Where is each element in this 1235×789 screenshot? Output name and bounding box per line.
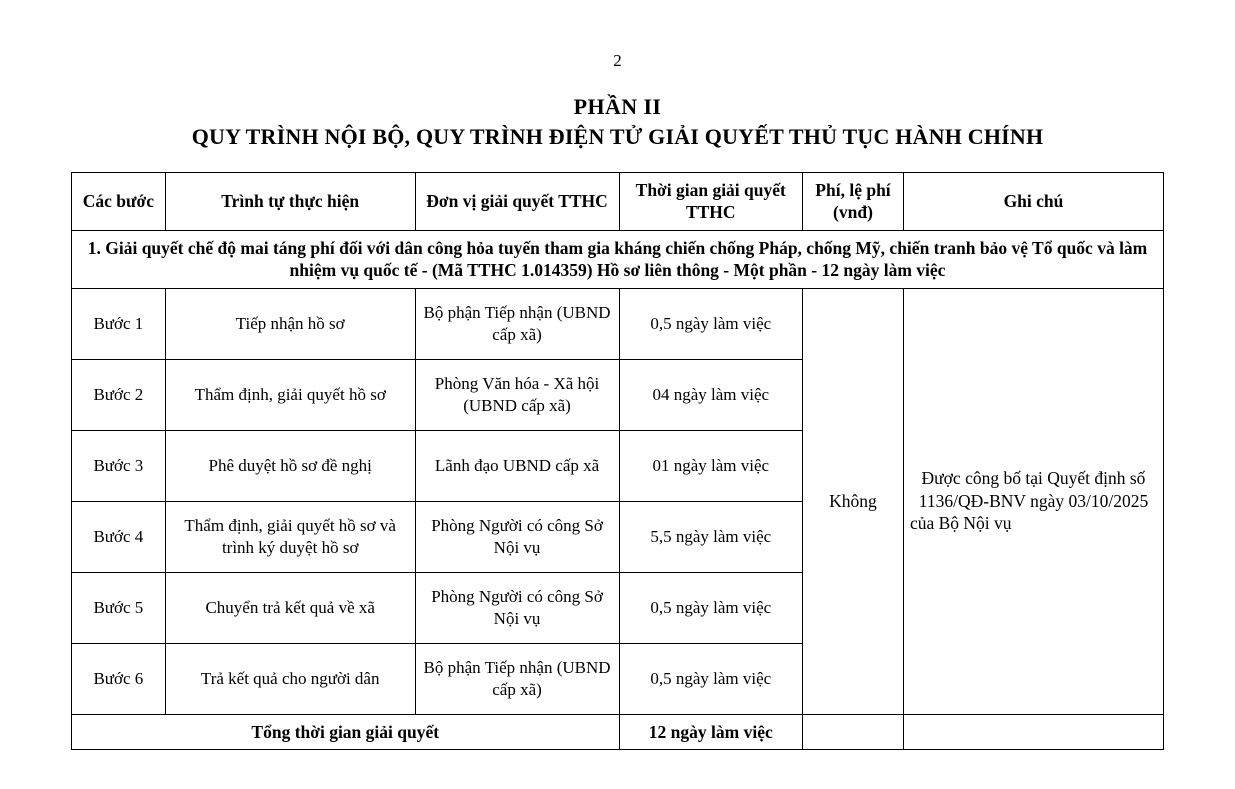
cell-unit: Phòng Người có công Sở Nội vụ: [415, 501, 619, 572]
cell-unit: Phòng Người có công Sở Nội vụ: [415, 572, 619, 643]
cell-sequence: Tiếp nhận hồ sơ: [165, 288, 415, 359]
cell-unit: Lãnh đạo UBND cấp xã: [415, 430, 619, 501]
cell-unit: Phòng Văn hóa - Xã hội (UBND cấp xã): [415, 359, 619, 430]
cell-unit: Bộ phận Tiếp nhận (UBND cấp xã): [415, 288, 619, 359]
cell-step: Bước 6: [72, 643, 166, 714]
cell-sequence: Phê duyệt hồ sơ đề nghị: [165, 430, 415, 501]
cell-time: 0,5 ngày làm việc: [619, 643, 803, 714]
column-header-sequence: Trình tự thực hiện: [165, 173, 415, 231]
cell-step: Bước 3: [72, 430, 166, 501]
page-title: [0, 93, 1235, 150]
cell-time: 5,5 ngày làm việc: [619, 501, 803, 572]
procedure-table: [71, 172, 1164, 750]
column-header-fee: Phí, lệ phí (vnđ): [803, 173, 904, 231]
column-header-note: Ghi chú: [903, 173, 1163, 231]
cell-sequence: Chuyển trả kết quả về xã: [165, 572, 415, 643]
column-header-steps: Các bước: [72, 173, 166, 231]
total-label-cell: Tổng thời gian giải quyết: [72, 714, 620, 749]
table-header: [72, 173, 1164, 231]
cell-time: 04 ngày làm việc: [619, 359, 803, 430]
cell-fee: Không: [803, 288, 904, 714]
section-title-cell: 1. Giải quyết chế độ mai táng phí đối với dân công hỏa tuyến tham gia kháng chiến chống Pháp, chống Mỹ, chiến tranh bảo vệ Tổ quốc và làm nhiệm vụ quốc tế - (Mã TTHC 1.014359) Hồ sơ liên thông - Một phần - 12 ngày làm việc: [72, 230, 1164, 288]
cell-step: Bước 1: [72, 288, 166, 359]
cell-sequence: Trả kết quả cho người dân: [165, 643, 415, 714]
total-note-cell: [903, 714, 1163, 749]
page-number: 2: [613, 51, 622, 70]
table-section-row: [72, 230, 1164, 288]
table-body: [72, 230, 1164, 749]
cell-note: Được công bố tại Quyết định số 1136/QĐ-BNV ngày 03/10/2025 của Bộ Nội vụ: [903, 288, 1163, 714]
title-line-part-1: PHẦN II: [573, 94, 662, 119]
total-time-cell: 12 ngày làm việc: [619, 714, 803, 749]
column-header-unit: Đơn vị giải quyết TTHC: [415, 173, 619, 231]
cell-time: 0,5 ngày làm việc: [619, 572, 803, 643]
cell-sequence: Thẩm định, giải quyết hồ sơ và trình ký duyệt hồ sơ: [165, 501, 415, 572]
cell-step: Bước 4: [72, 501, 166, 572]
cell-time: 01 ngày làm việc: [619, 430, 803, 501]
title-line-part-2: QUY TRÌNH NỘI BỘ, QUY TRÌNH ĐIỆN TỬ GIẢI QUYẾT THỦ TỤC HÀNH CHÍNH: [191, 123, 1044, 149]
procedure-table-container: [71, 172, 1164, 750]
table-total-row: [72, 714, 1164, 749]
cell-sequence: Thẩm định, giải quyết hồ sơ: [165, 359, 415, 430]
table-row: [72, 288, 1164, 359]
table-header-row: [72, 173, 1164, 231]
column-header-time: Thời gian giải quyết TTHC: [619, 173, 803, 231]
cell-step: Bước 5: [72, 572, 166, 643]
document-page: [0, 52, 1235, 789]
cell-step: Bước 2: [72, 359, 166, 430]
cell-unit: Bộ phận Tiếp nhận (UBND cấp xã): [415, 643, 619, 714]
cell-time: 0,5 ngày làm việc: [619, 288, 803, 359]
total-fee-cell: [803, 714, 904, 749]
